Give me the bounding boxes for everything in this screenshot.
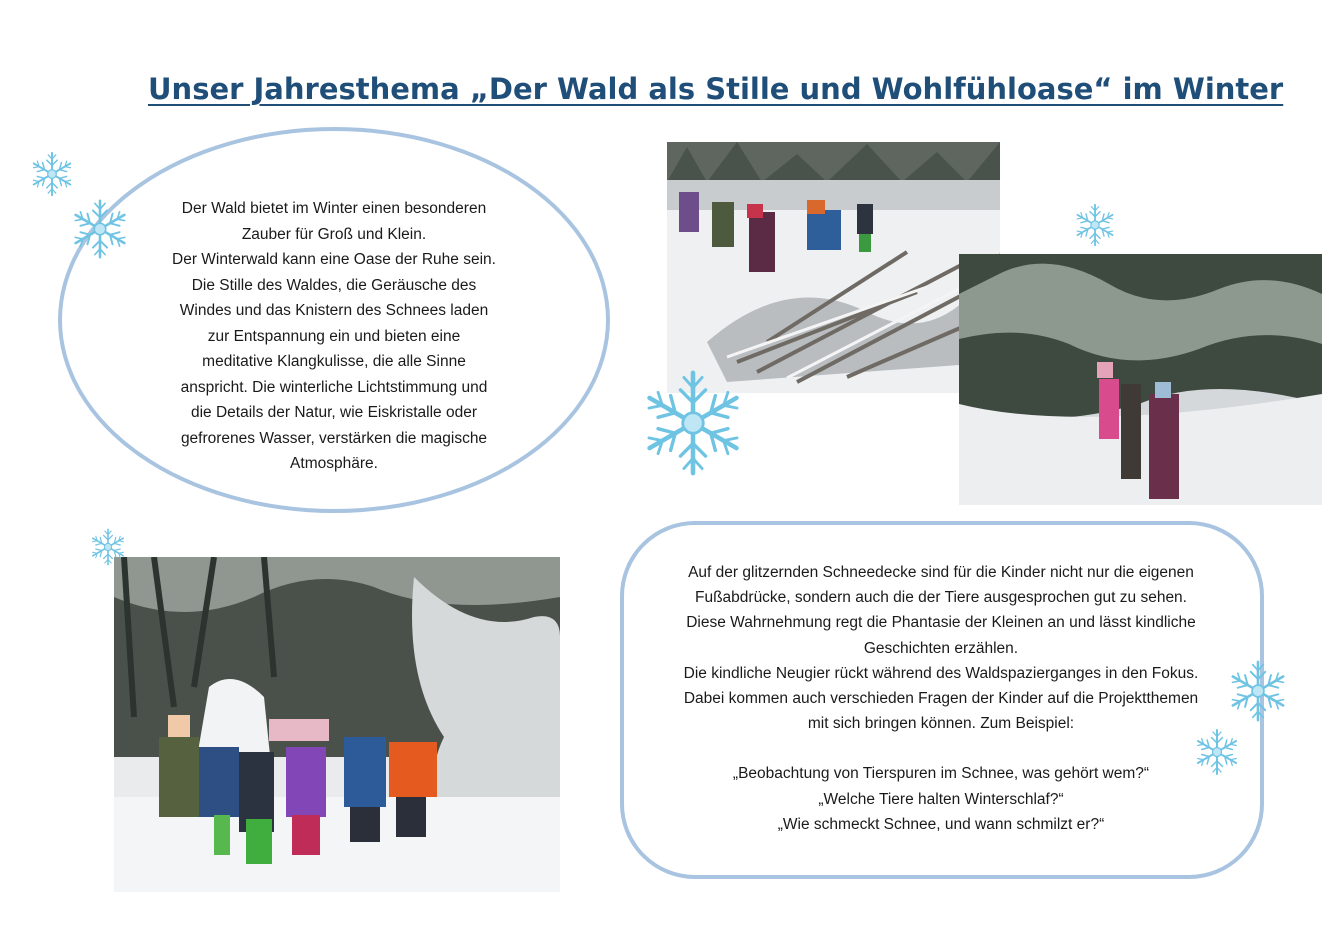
children-among-snowy-pines-photo xyxy=(959,254,1322,505)
question-line: „Welche Tiere halten Winterschlaf?“ xyxy=(818,790,1064,808)
intro-text xyxy=(148,196,520,477)
children-climbing-snowy-brushwood-photo xyxy=(667,142,1000,393)
observation-line: mit sich bringen können. Zum Beispiel: xyxy=(807,715,1075,733)
group-of-children-on-snowy-forest-path-photo xyxy=(114,557,560,892)
observation-line: Diese Wahrnehmung regt die Phantasie der Kleinen an und lässt kindliche xyxy=(686,614,1196,632)
intro-line: Die Stille des Waldes, die Geräusche des xyxy=(191,276,477,294)
observation-line: Geschichten erzählen. xyxy=(863,639,1019,657)
intro-line: Atmosphäre. xyxy=(290,455,378,472)
snowflake-icon xyxy=(88,527,128,567)
observation-line: Auf der glitzernden Schneedecke sind für die Kinder nicht nur die eigenen xyxy=(688,564,1194,581)
snowflake-icon xyxy=(636,366,750,480)
intro-line: meditative Klangkulisse, die alle Sinne xyxy=(202,353,466,370)
intro-line: anspricht. Die winterliche Lichtstimmung und xyxy=(180,378,488,396)
observation-line: Die kindliche Neugier rückt während des Waldspazierganges in den Fokus. xyxy=(683,664,1199,682)
observation-text xyxy=(642,560,1240,850)
page-title: Unser Jahresthema „Der Wald als Stille und Wohlfühloase“ im Winter xyxy=(148,72,1284,106)
intro-line: gefrorenes Wasser, verstärken die magische xyxy=(180,429,488,447)
question-line: „Wie schmeckt Schnee, und wann schmilzt er?“ xyxy=(777,815,1105,833)
intro-line: Der Wald bietet im Winter einen besonderen xyxy=(181,200,487,217)
snowflake-icon xyxy=(1225,658,1291,724)
intro-line: Der Winterwald kann eine Oase der Ruhe sein. xyxy=(172,251,496,268)
intro-line: Zauber für Groß und Klein. xyxy=(241,225,427,243)
snowflake-icon xyxy=(28,150,76,198)
snowflake-icon xyxy=(1192,727,1242,777)
intro-line: Windes und das Knistern des Schnees laden xyxy=(179,302,489,319)
snowflake-icon xyxy=(68,197,132,261)
question-line: „Beobachtung von Tierspuren im Schnee, was gehört wem?“ xyxy=(732,765,1150,783)
observation-line: Dabei kommen auch verschieden Fragen der Kinder auf die Projektthemen xyxy=(683,690,1199,708)
observation-line: Fußabdrücke, sondern auch die der Tiere ausgesprochen gut zu sehen. xyxy=(694,589,1187,607)
intro-line: die Details der Natur, wie Eiskristalle oder xyxy=(190,404,477,421)
snowflake-icon xyxy=(1072,202,1118,248)
intro-line: zur Entspannung ein und bieten eine xyxy=(207,327,461,345)
